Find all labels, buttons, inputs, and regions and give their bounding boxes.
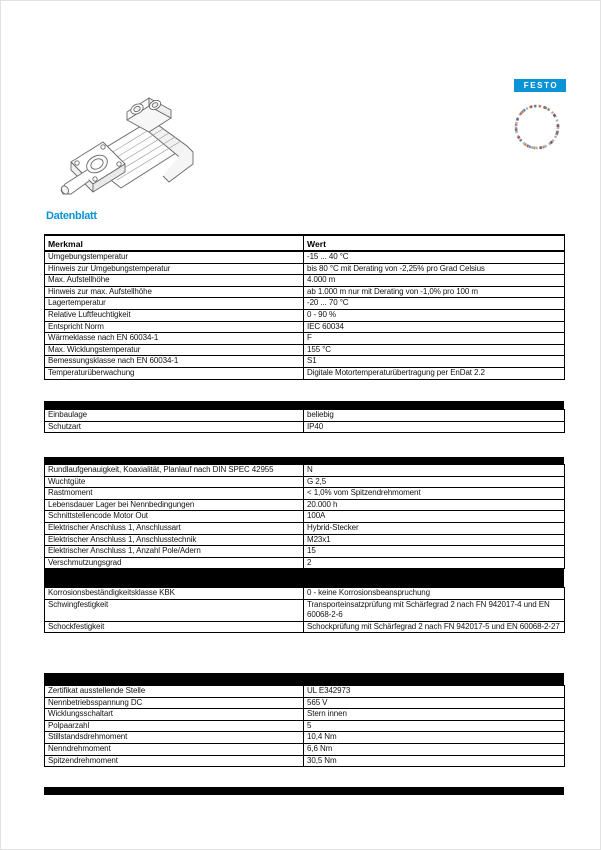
obscured-header-bar xyxy=(44,569,564,587)
value-cell: 30,5 Nm xyxy=(304,755,565,767)
feature-cell: Relative Luftfeuchtigkeit xyxy=(45,309,304,321)
feature-cell: Schockfestigkeit xyxy=(45,621,304,633)
table-row xyxy=(45,333,565,345)
feature-cell: Einbaulage xyxy=(45,410,304,422)
table-row xyxy=(45,251,565,263)
spec-table-ambient xyxy=(44,234,565,380)
value-cell: 100A xyxy=(304,511,565,523)
feature-cell: Hinweis zur Umgebungstemperatur xyxy=(45,263,304,275)
table-header-row xyxy=(45,235,565,251)
value-cell: 0 - keine Korrosionsbeanspruchung xyxy=(304,588,565,600)
value-cell: G 2,5 xyxy=(304,476,565,488)
value-cell: -20 ... 70 °C xyxy=(304,298,565,310)
seal-svg xyxy=(512,101,562,153)
table-row xyxy=(45,321,565,333)
feature-cell: Entspricht Norm xyxy=(45,321,304,333)
value-cell: 10,4 Nm xyxy=(304,732,565,744)
spec-table-robustness xyxy=(44,587,565,633)
table-row xyxy=(45,263,565,275)
value-cell: Stern innen xyxy=(304,709,565,721)
obscured-header-bar xyxy=(44,673,564,685)
feature-cell: Elektrischer Anschluss 1, Anzahl Pole/Adern xyxy=(45,546,304,558)
table-row xyxy=(45,709,565,721)
value-cell: UL E342973 xyxy=(304,686,565,698)
feature-cell: Polpaarzahl xyxy=(45,720,304,732)
feature-cell: Zertifikat ausstellende Stelle xyxy=(45,686,304,698)
table-row xyxy=(45,522,565,534)
value-cell: Schockprüfung mit Schärfegrad 2 nach FN 942017-5 und EN 60068-2-27 xyxy=(304,621,565,633)
table-row xyxy=(45,465,565,477)
table-row xyxy=(45,534,565,546)
table-row xyxy=(45,344,565,356)
feature-cell: Wicklungsschaltart xyxy=(45,709,304,721)
value-cell: IP40 xyxy=(304,421,565,433)
table-row xyxy=(45,367,565,379)
feature-cell: Stillstandsdrehmoment xyxy=(45,732,304,744)
value-cell: bis 80 °C mit Derating von -2,25% pro Grad Celsius xyxy=(304,263,565,275)
value-cell: 0 - 90 % xyxy=(304,309,565,321)
feature-cell: Rundlaufgenauigkeit, Koaxialität, Planlauf nach DIN SPEC 42955 xyxy=(45,465,304,477)
feature-cell: Korrosionsbeständigkeitsklasse KBK xyxy=(45,588,304,600)
value-cell: IEC 60034 xyxy=(304,321,565,333)
feature-cell: Max. Aufstellhöhe xyxy=(45,275,304,287)
table-row xyxy=(45,499,565,511)
obscured-footer-bar xyxy=(44,787,564,795)
feature-cell: Wärmeklasse nach EN 60034-1 xyxy=(45,333,304,345)
value-cell: < 1,0% vom Spitzendrehmoment xyxy=(304,488,565,500)
table-row xyxy=(45,421,565,433)
table-row xyxy=(45,621,565,633)
table-row xyxy=(45,488,565,500)
feature-cell: Verschmutzungsgrad xyxy=(45,557,304,569)
value-cell: 155 °C xyxy=(304,344,565,356)
table-row xyxy=(45,588,565,600)
feature-cell: Lebensdauer Lager bei Nennbedingungen xyxy=(45,499,304,511)
value-cell: Digitale Motortemperaturübertragung per EnDat 2.2 xyxy=(304,367,565,379)
value-cell: Transporteinsatzprüfung mit Schärfegrad 2 nach FN 942017-4 und EN 60068-2-6 xyxy=(304,599,565,621)
table-row xyxy=(45,511,565,523)
value-cell: 15 xyxy=(304,546,565,558)
servo-motor-line-drawing xyxy=(51,86,201,218)
table-row xyxy=(45,476,565,488)
feature-cell: Lagertemperatur xyxy=(45,298,304,310)
value-cell: N xyxy=(304,465,565,477)
festo-logo-text: FESTO xyxy=(523,81,559,90)
value-cell: Hybrid-Stecker xyxy=(304,522,565,534)
obscured-header-bar xyxy=(44,457,564,464)
value-cell: 20.000 h xyxy=(304,499,565,511)
feature-cell: Schwingfestigkeit xyxy=(45,599,304,621)
value-cell: 2 xyxy=(304,557,565,569)
table-row xyxy=(45,686,565,698)
value-cell: beliebig xyxy=(304,410,565,422)
feature-cell: Nennbetriebsspannung DC xyxy=(45,697,304,709)
value-cell: ab 1.000 m nur mit Derating von -1,0% pro 100 m xyxy=(304,286,565,298)
table-row xyxy=(45,298,565,310)
table-row xyxy=(45,410,565,422)
spec-table-mechanical xyxy=(44,464,565,569)
table-row xyxy=(45,309,565,321)
table-row xyxy=(45,546,565,558)
feature-cell: Spitzendrehmoment xyxy=(45,755,304,767)
value-cell: M23x1 xyxy=(304,534,565,546)
table-row xyxy=(45,732,565,744)
value-cell: S1 xyxy=(304,356,565,368)
festo-logo xyxy=(514,79,566,92)
obscured-header-bar xyxy=(44,401,564,409)
value-cell: 6,6 Nm xyxy=(304,743,565,755)
feature-cell: Schnittstellencode Motor Out xyxy=(45,511,304,523)
spec-table-electrical xyxy=(44,685,565,767)
column-header-wert: Wert xyxy=(304,235,565,251)
table-row xyxy=(45,755,565,767)
motor-drawing-svg xyxy=(51,86,201,218)
value-cell: 4.000 m xyxy=(304,275,565,287)
table-row xyxy=(45,356,565,368)
page-title: Datenblatt xyxy=(46,210,97,222)
table-row xyxy=(45,743,565,755)
table-row xyxy=(45,720,565,732)
table-row xyxy=(45,275,565,287)
feature-cell: Max. Wicklungstemperatur xyxy=(45,344,304,356)
value-cell: F xyxy=(304,333,565,345)
table-row xyxy=(45,599,565,621)
value-cell: 5 xyxy=(304,720,565,732)
value-cell: -15 ... 40 °C xyxy=(304,251,565,263)
feature-cell: Rastmoment xyxy=(45,488,304,500)
feature-cell: Elektrischer Anschluss 1, Anschlusstechnik xyxy=(45,534,304,546)
feature-cell: Elektrischer Anschluss 1, Anschlussart xyxy=(45,522,304,534)
feature-cell: Bemessungsklasse nach EN 60034-1 xyxy=(45,356,304,368)
certification-seal-icon xyxy=(512,101,562,153)
column-header-merkmal: Merkmal xyxy=(45,235,304,251)
spec-table-mounting xyxy=(44,409,565,433)
feature-cell: Schutzart xyxy=(45,421,304,433)
table-row xyxy=(45,697,565,709)
feature-cell: Wuchtgüte xyxy=(45,476,304,488)
table-row xyxy=(45,286,565,298)
feature-cell: Temperaturüberwachung xyxy=(45,367,304,379)
feature-cell: Nenndrehmoment xyxy=(45,743,304,755)
feature-cell: Umgebungstemperatur xyxy=(45,251,304,263)
value-cell: 565 V xyxy=(304,697,565,709)
feature-cell: Hinweis zur max. Aufstellhöhe xyxy=(45,286,304,298)
table-row xyxy=(45,557,565,569)
